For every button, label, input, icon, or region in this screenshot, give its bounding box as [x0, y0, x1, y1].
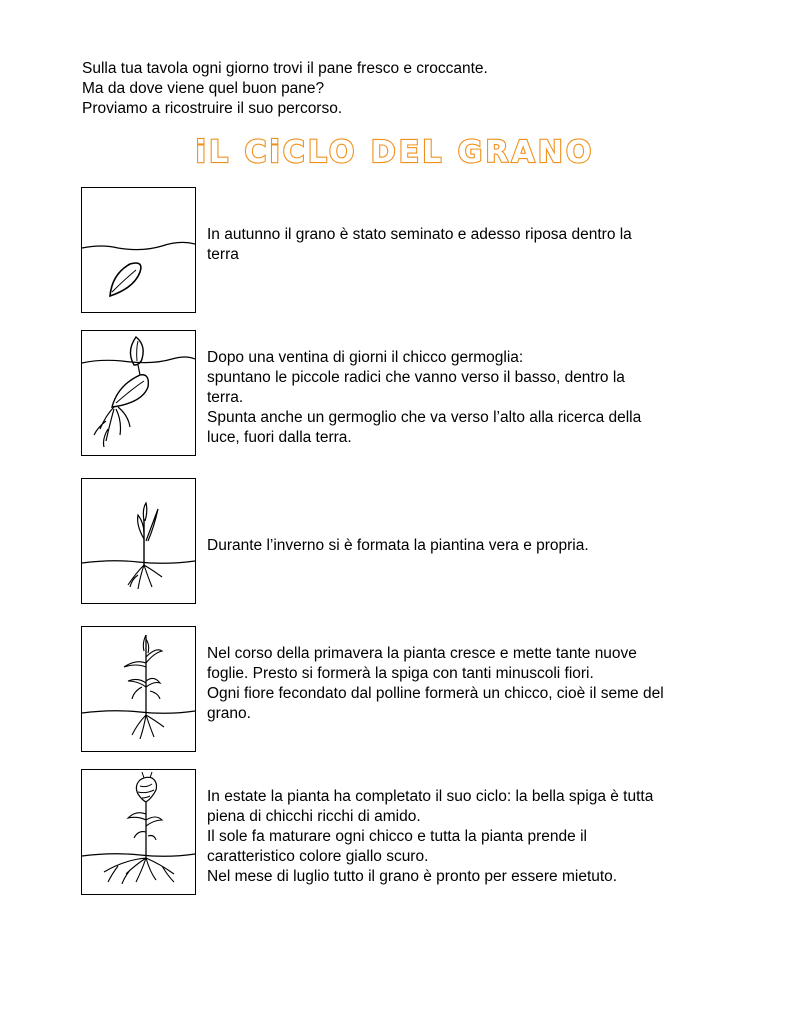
- seed-in-soil-icon: [81, 187, 196, 313]
- growing-plant-icon: [81, 626, 196, 752]
- intro-line: Sulla tua tavola ogni giorno trovi il pane fresco e croccante.: [82, 60, 488, 77]
- step-line: Ogni fiore fecondato dal polline formerà un chicco, cioè il seme del: [207, 685, 664, 702]
- step-description: [207, 536, 717, 556]
- step-line: Spunta anche un germoglio che va verso l’alto alla ricerca della: [207, 409, 642, 426]
- step-description: [207, 348, 717, 448]
- step-line: Dopo una ventina di giorni il chicco germoglia:: [207, 349, 524, 366]
- step-line: foglie. Presto si formerà la spiga con tanti minuscoli fiori.: [207, 665, 594, 682]
- step-line: caratteristico colore giallo scuro.: [207, 848, 429, 865]
- intro-line: Ma da dove viene quel buon pane?: [82, 80, 325, 97]
- page-title-text: iL CiCLO DEL GRANO: [195, 135, 595, 170]
- step-line: Nel mese di luglio tutto il grano è pronto per essere mietuto.: [207, 868, 618, 885]
- step-line: In estate la pianta ha completato il suo ciclo: la bella spiga è tutta: [207, 788, 654, 805]
- step-line: spuntano le piccole radici che vanno verso il basso, dentro la: [207, 369, 625, 386]
- sprouting-seed-icon: [81, 330, 196, 456]
- step-line: Il sole fa maturare ogni chicco e tutta la pianta prende il: [207, 828, 587, 845]
- step-description: [207, 644, 717, 724]
- step-description: [207, 225, 717, 265]
- page-title: [0, 130, 791, 174]
- step-line: grano.: [207, 705, 251, 722]
- step-line: luce, fuori dalla terra.: [207, 429, 352, 446]
- step-line: In autunno il grano è stato seminato e adesso riposa dentro la: [207, 226, 632, 243]
- step-line: piena di chicchi ricchi di amido.: [207, 808, 421, 825]
- step-line: terra.: [207, 389, 244, 406]
- intro-line: Proviamo a ricostruire il suo percorso.: [82, 100, 343, 117]
- intro-text: [82, 59, 488, 119]
- step-line: Durante l’inverno si è formata la piantina vera e propria.: [207, 537, 589, 554]
- step-description: [207, 787, 717, 887]
- seedling-icon: [81, 478, 196, 604]
- step-line: Nel corso della primavera la pianta cresce e mette tante nuove: [207, 645, 637, 662]
- mature-wheat-icon: [81, 769, 196, 895]
- step-line: terra: [207, 246, 239, 263]
